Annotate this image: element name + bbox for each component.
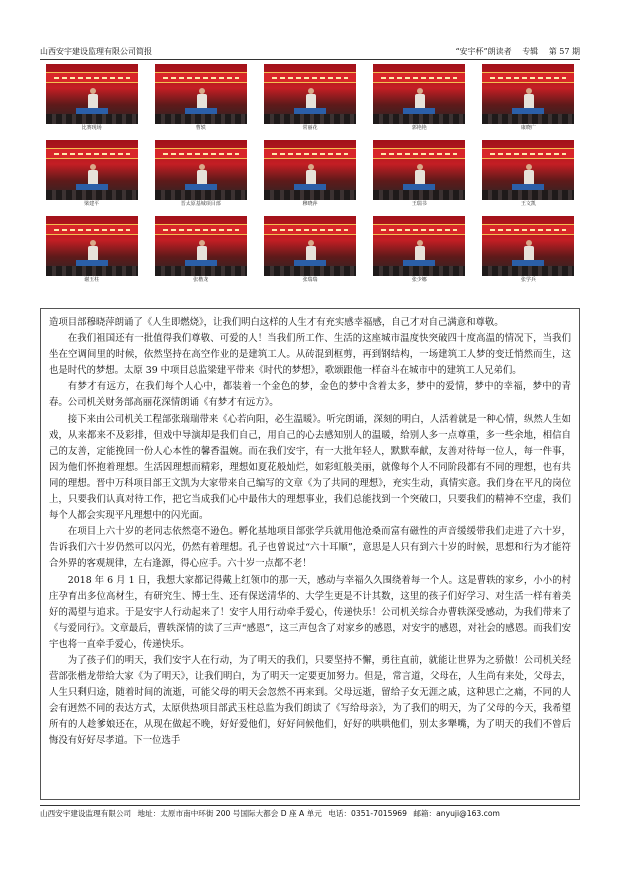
photo-grid — [40, 64, 580, 290]
photo-caption: 张楷龙 — [193, 277, 209, 283]
article-paragraph: 造项目部穆晓萍朗诵了《人生即燃烧》，让我们明白这样的人生才有充实感幸福感，自己才对自己满意和尊敬。 — [49, 317, 504, 328]
photo-item — [477, 216, 580, 290]
event-photo — [373, 64, 465, 124]
photo-item — [368, 216, 471, 290]
article-paragraph: 有梦才有远方，在我们每个人心中，都装着一个金色的梦，金色的梦中含着太多，梦中的爱情，梦中的幸福，梦中的青春。公司机关财务部高丽花深情朗诵《有梦才有远方》。 — [49, 381, 571, 409]
event-photo — [46, 140, 138, 200]
photo-caption: 张学兵 — [520, 277, 536, 283]
photo-caption: 晋太原基城项目部 — [180, 201, 221, 207]
article-paragraph: 为了孩子们的明天，我们安宇人在行动，为了明天的我们，只要坚持不懈，勇往直前，就能让世界为之骄傲！公司机关经营部张楷龙带给大家《为了明天》，让我们明白，为了明天一定要更加努力。但是，常言道，父母在，人生尚有来处，父母去，人生只剩归途，随着时间的流逝，可能父母的明天会忽然不再来到。父母远逝，留给子女无涯之戚，这种思亡之痛，不同的人会有迥然不同的表达方式，太原供热项目部武玉柱总监为我们朗读了《写给母亲》，为了我们的明天，为了父母的今天，我希望所有的人趁爹娘还在，从现在做起不晚，好好爱他们，好好问候他们，好好的哄哄他们，别太多犟嘴，为了明天的我们不曾后悔没有好好尽孝道。下一位选手 — [49, 654, 571, 747]
event-photo — [264, 140, 356, 200]
footer-address: 地址：太原市南中环街 200 号国际大都会 D 座 A 单元 — [137, 809, 322, 818]
article-body — [40, 308, 580, 800]
event-photo — [46, 64, 138, 124]
article-paragraph: 2018 年 6 月 1 日，我想大家都记得戴上红领巾的那一天，感动与幸福久久围绕着每一个人。这是曹轶的家乡，小小的村庄孕育出多位高材生，有研究生、博士生、还有保送清华的、大学生更是不计其数，这里的孩子们好学习、对生活一样有着美好的渴望与追求。于是安宇人行动起来了！安宇人用行动牵手爱心，传递快乐！公司机关综合办曹轶深受感动，为我们带来了《与爱同行》。文章最后，曹轶深情的读了三声“感恩”，这三声包含了对家乡的感恩，对安宇的感恩，对社会的感恩。而我们安宇也将一直牵手爱心，传递快乐。 — [49, 574, 571, 650]
photo-item — [477, 64, 580, 138]
photo-item — [40, 64, 143, 138]
article-paragraph: 在项目上六十岁的老同志依然毫不逊色。孵化基地项目部张学兵就用他沧桑而富有磁性的声音缓缓带我们走进了六十岁，告诉我们六十岁仍然可以闪光，仍然有着理想。孔子也曾说过“六十耳顺”，意思是人只有到六十岁的时候，思想和行为才能符合外界的客观规律，左右逢源，得心应手。六十岁一点都不老！ — [49, 526, 571, 570]
event-photo — [155, 216, 247, 276]
photo-caption: 梁建平 — [84, 201, 100, 207]
photo-caption: 曹轶 — [195, 125, 206, 131]
page-header — [40, 44, 580, 60]
photo-caption: 康晓广 — [520, 125, 536, 131]
photo-item — [258, 140, 361, 214]
issue-info — [447, 45, 580, 59]
event-photo — [482, 64, 574, 124]
photo-caption: 比赛现场 — [81, 125, 102, 131]
photo-item — [368, 64, 471, 138]
event-photo — [373, 216, 465, 276]
event-photo — [264, 64, 356, 124]
photo-item — [368, 140, 471, 214]
event-photo — [264, 216, 356, 276]
page-footer — [40, 805, 580, 819]
photo-item — [149, 140, 252, 214]
event-photo — [155, 140, 247, 200]
article-paragraph: 接下来由公司机关工程部张瑞瑞带来《心若向阳，必生温暖》。听完朗诵，深刻的明白，人活着就是一种心情，纵然人生如戏，从来都来不及彩排，但戏中导演却是我们自己，用自己的心去感知别人的温暖，给别人多一点尊重，多一些余地，相信自己的友善，定能挽回一份人心本性的馨香温婉。而在我们安宇，有一大批年轻人，默默奉献，友善对待每一位人，每一件事，因为他们怀抱着理想。生活因理想而精彩，理想如夏花般灿烂，如彩虹般美丽，就像每个人不同阶段都有不同的理想，也有共同的理想。晋中万科项目部王文凯为大家带来自己编写的文章《为了共同的理想》，充实生动，真情实意。我们身在平凡的岗位上，只要我们认真对待工作，把它当成我们心中最伟大的理想事业，我们总能找到一个突破口，只要我们的精神不空虚，我们每个人都会实现平凡理想中的闪光面。 — [49, 413, 571, 522]
photo-caption: 郭艳艳 — [411, 125, 427, 131]
event-photo — [373, 140, 465, 200]
photo-item — [149, 64, 252, 138]
photo-caption: 常丽花 — [302, 125, 318, 131]
photo-caption: 张瑞瑞 — [302, 277, 318, 283]
event-photo — [482, 140, 574, 200]
special-label: 专辑 — [522, 47, 539, 56]
photo-caption: 张少娜 — [411, 277, 427, 283]
photo-item — [477, 140, 580, 214]
photo-caption: 穆晓萍 — [302, 201, 318, 207]
newsletter-title: 山西安宇建设监理有限公司简报 — [40, 47, 152, 56]
photo-item — [258, 216, 361, 290]
photo-item — [149, 216, 252, 290]
event-photo — [46, 216, 138, 276]
photo-caption: 王瑞书 — [411, 201, 427, 207]
article-paragraph: 在我们祖国还有一批值得我们尊敬、可爱的人！当我们所工作、生活的这座城市温度快突破四十度高温的情况下，当我们坐在空调间里的时候，依然坚持在高空作业的是建筑工人。从砖混到框剪，再到钢结构，一场建筑工人梦的变迁悄然而生，这也是时代的梦想。太原 39 中项目总监梁建平带来《时代的梦想》，歌颂跟他一样奋斗在城市中的建筑工人兄弟们。 — [49, 333, 571, 377]
issue-number: 第 57 期 — [548, 47, 580, 56]
event-photo — [482, 216, 574, 276]
photo-caption: 王文凯 — [520, 201, 536, 207]
footer-company: 山西安宇建设监理有限公司 — [40, 809, 132, 818]
event-photo — [155, 64, 247, 124]
column-name: “安宇杯”朗读者 — [455, 47, 512, 56]
photo-item — [40, 216, 143, 290]
footer-phone: 电话：0351-7015969 — [328, 809, 407, 818]
photo-item — [40, 140, 143, 214]
photo-caption: 谢玉柱 — [84, 277, 100, 283]
photo-item — [258, 64, 361, 138]
footer-email[interactable]: 邮箱：anyuji@163.com — [413, 809, 500, 818]
